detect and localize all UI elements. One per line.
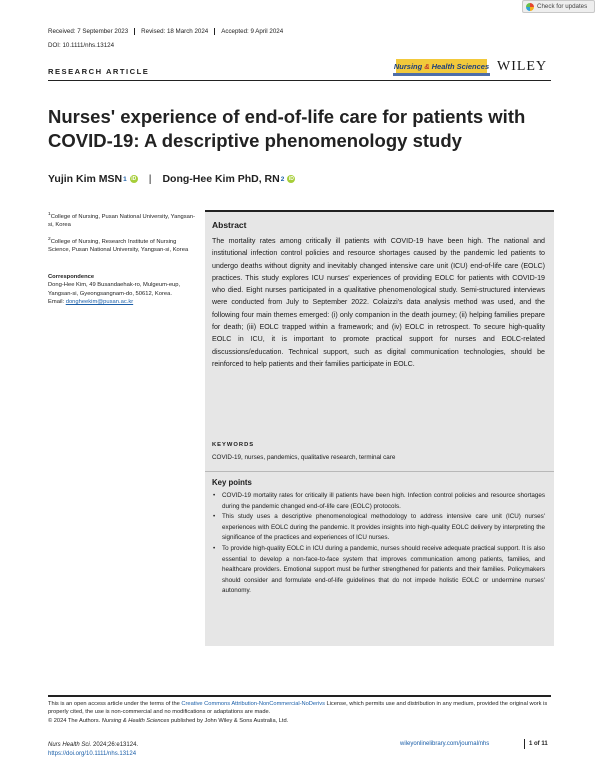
- author-affiliation-ref[interactable]: 2: [280, 175, 285, 183]
- journal-logo-amp: &: [424, 61, 430, 71]
- keywords-text: COVID-19, nurses, pandemics, qualitative research, terminal care: [212, 454, 396, 461]
- journal-logo-part1: Nursing: [393, 61, 423, 71]
- email-label: Email:: [48, 298, 66, 305]
- doi: DOI: 10.1111/nhs.13124: [48, 42, 115, 49]
- key-point: • This study uses a descriptive phenomenological methodology to address intensive care unit (ICU) nurses' experiences with EOLC during the pandemic. It provides insights into high-quality EOLC delivery by interpreting the significance of the practices and experiences of ICU nurses.: [212, 512, 545, 544]
- publisher-logo[interactable]: WILEY: [497, 59, 548, 74]
- publication-dates: [48, 28, 295, 35]
- page-separator: [524, 739, 525, 749]
- orcid-icon[interactable]: iD: [288, 176, 294, 182]
- email-link[interactable]: dongheekim@pusan.ac.kr: [65, 298, 134, 305]
- author-separator: |: [148, 173, 152, 185]
- citation-journal: Nurs Health Sci.: [48, 742, 92, 748]
- copyright-journal: Nursing & Health Sciences: [101, 717, 170, 724]
- journal-logo-underline: [393, 73, 490, 76]
- page-number: 1 of 11: [529, 741, 548, 747]
- footer-divider: [48, 695, 551, 697]
- check-for-updates-label: Check for updates: [537, 3, 588, 10]
- affiliation-text: College of Nursing, Research Institute of Nursing Science, Pusan National University, Yangsan-si, Korea: [48, 238, 189, 254]
- license-text-post: License, which permits use and distribution in any medium, provided the original work is properly cited, the use is non-commercial and no modifications or adaptations are made.: [48, 701, 548, 716]
- article-title: Nurses' experience of end-of-life care for patients with COVID-19: A descriptive phenomenology study: [48, 106, 526, 151]
- author-name[interactable]: Dong-Hee Kim PhD, RN: [162, 173, 280, 185]
- correspondence-address: Dong-Hee Kim, 49 Busandaehak-ro, Mulgeum-eup, Yangsan-si, Gyeongsangnam-do, 50612, Korea.: [48, 282, 181, 297]
- key-point: • COVID-19 mortality rates for critically ill patients have been high. Infection control policies and resource shortages during the pandemic changed end-of-life care (EOLC) protocols.: [212, 491, 545, 512]
- correspondence-label: Correspondence: [48, 274, 95, 280]
- affiliation-2: [48, 236, 198, 255]
- license-note: [48, 700, 551, 725]
- affiliation-sup: 2: [48, 237, 51, 242]
- abstract-panel: [205, 210, 554, 646]
- key-points-heading: Key points: [212, 478, 252, 487]
- received-date: Received: 7 September 2023: [48, 28, 135, 35]
- crossmark-icon: [526, 3, 534, 11]
- affiliation-text: College of Nursing, Pusan National University, Yangsan-si, Korea: [48, 213, 196, 229]
- check-for-updates-button[interactable]: [522, 0, 595, 13]
- abstract-divider: [205, 471, 554, 472]
- revised-date: Revised: 18 March 2024: [141, 28, 215, 35]
- header-divider: [48, 80, 551, 81]
- citation-volume: 2024;26:e13124.: [91, 742, 139, 748]
- abstract-heading: Abstract: [212, 220, 247, 230]
- copyright-pre: © 2024 The Authors.: [48, 717, 102, 724]
- citation: [48, 741, 138, 759]
- journal-logo[interactable]: [393, 59, 490, 73]
- key-point: • To provide high-quality EOLC in ICU during a pandemic, nurses should receive adequate practical support. It is also essential to develop a non-face-to-face system that improves communication among patients, families, and healthcare providers. Emotional support must be further strengthened for patients and their families. Policymakers should consider and formulate end-of-life guidelines that do not impede holistic EOLC or undermine nurses' autonomy.: [212, 544, 545, 597]
- correspondence: [48, 273, 198, 306]
- author-affiliation-ref[interactable]: 1: [123, 175, 127, 183]
- journal-logo-part2: Health Sciences: [431, 61, 490, 71]
- keywords-heading: KEYWORDS: [212, 442, 255, 448]
- article-type: RESEARCH ARTICLE: [48, 67, 150, 76]
- abstract-text: The mortality rates among critically ill patients with COVID-19 have been high. The national and institutional infection control policies and resource shortages caused by the pandemic led patients to undergo deaths without dignity and inevitably changed intensive care unit (ICU) end-of-life care (EOLC) practices. This study explores ICU nurses' experiences of providing EOLC for patients with COVID-19 who died. Eight nurses participated in a qualitative phenomenological study. Semi-structured interviews were conducted from July to September 2022. Colaizzi's data analysis method was used, and the following four main themes emerged: (i) only companion in the death journey; (ii) helping families prepare for death; (iii) EOLC trapped within a framework; and (iv) EOLC in retrospect. To secure high-quality EOLC in ICU, it is important to promote practical support for nurses and EOLC-related discussions/education. Technical support, such as digital communication technologies, should be reinforced to help patients and their families participate in EOLC.: [212, 237, 545, 368]
- copyright-post: published by John Wiley & Sons Australia, Ltd.: [169, 717, 289, 724]
- accepted-date: Accepted: 9 April 2024: [221, 28, 284, 35]
- license-text-pre: This is an open access article under the terms of the: [48, 701, 182, 707]
- author-name[interactable]: Yujin Kim MSN: [48, 173, 123, 185]
- affiliation-sup: 1: [48, 212, 51, 217]
- license-link[interactable]: Creative Commons Attribution-NonCommercial-NoDerivs: [181, 701, 325, 707]
- key-points-list: [212, 491, 545, 597]
- journal-website-link[interactable]: wileyonlinelibrary.com/journal/nhs: [400, 741, 490, 747]
- author-list: [48, 173, 295, 185]
- citation-doi-link[interactable]: https://doi.org/10.1111/nhs.13124: [48, 751, 137, 757]
- orcid-icon[interactable]: iD: [131, 176, 137, 182]
- affiliation-1: [48, 211, 198, 230]
